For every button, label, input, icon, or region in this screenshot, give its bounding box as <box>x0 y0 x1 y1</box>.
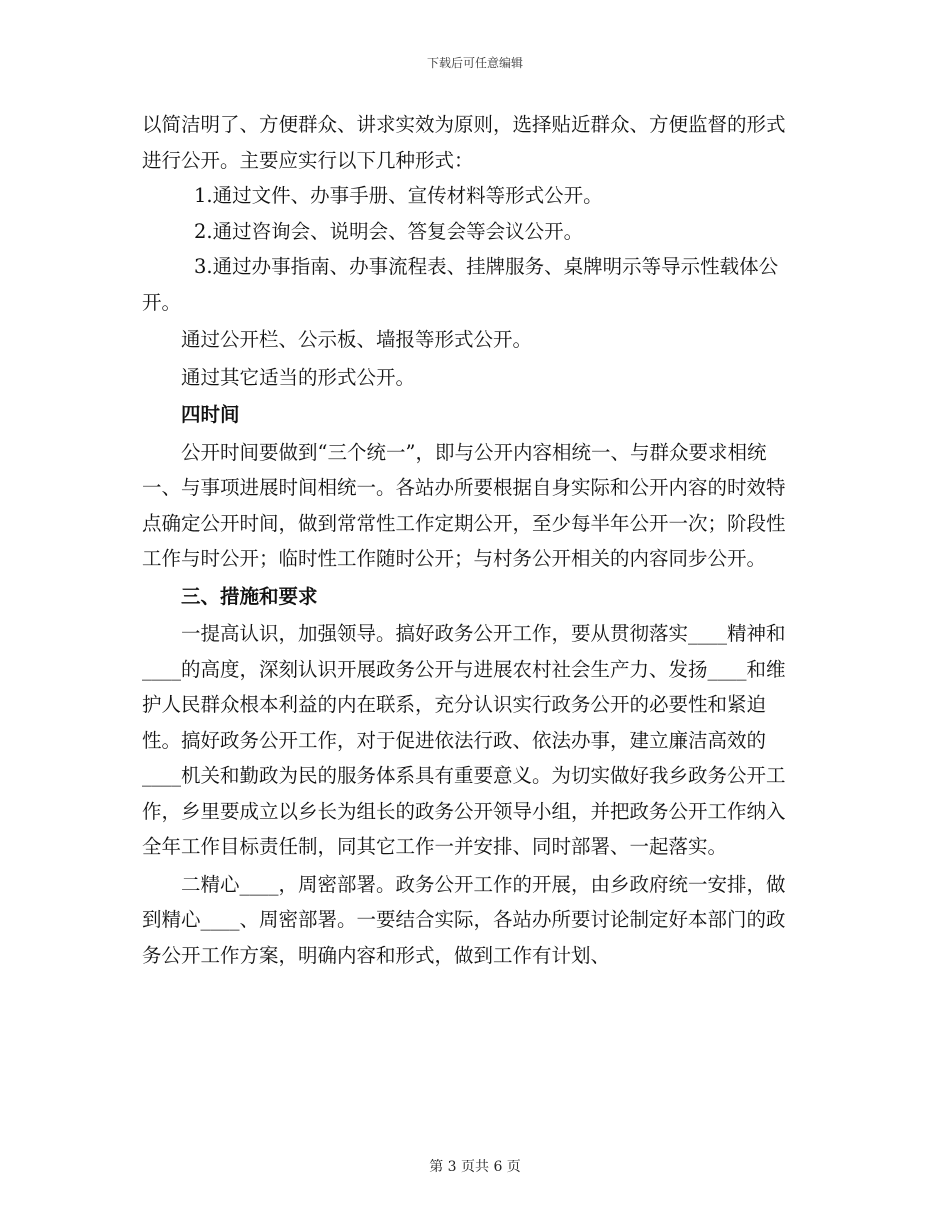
list-item-meetings: 2.通过咨询会、说明会、答复会等会议公开。 <box>194 219 584 243</box>
paragraph-bulletin: 通过公开栏、公示板、墙报等形式公开。 <box>181 328 533 351</box>
paragraph-other-forms: 通过其它适当的形式公开。 <box>181 365 416 389</box>
section-heading-measures: 三、措施和要求 <box>181 584 318 608</box>
page-header: 下载后可任意编辑 <box>426 56 523 70</box>
paragraph-principle: 以简洁明了、方便群众、讲求实效为原则，选择贴近群众、方便监督的形式进行公开。主要应实行以下几种形式： <box>142 113 786 172</box>
paragraph-time: 公开时间要做到“三个统一”，即与公开内容相统一、与群众要求相统一、与事项进展时间相统一。各站办所要根据自身实际和公开内容的时效特点确定公开时间，做到常常性工作定期公开，至少每半年公开一次；阶段性工作与时公开；临时性工作随时公开；与村务公开相关的内容同步公开。 <box>142 440 786 570</box>
paragraph-leadership: 一提高认识，加强领导。搞好政务公开工作，要从贯彻落实____精神和____的高度，深刻认识开展政务公开与进展农村社会生产力、发扬____和维护人民群众根本利益的内在联系，充分认识实行政务公开的必要性和紧迫性。搞好政务公开工作，对于促进依法行政、依法办事，建立廉洁高效的____机关和勤政为民的服务体系具有重要意义。为切实做好我乡政务公开工作，乡里要成立以乡长为组长的政务公开领导小组，并把政务公开工作纳入全年工作目标责任制，同其它工作一并安排、同时部署、一起落实。 <box>142 622 786 858</box>
list-item-guides: 3.通过办事指南、办事流程表、挂牌服务、桌牌明示等导示性载体公开。 <box>142 255 779 314</box>
list-item-documents: 1.通过文件、办事手册、宣传材料等形式公开。 <box>194 184 603 207</box>
page-footer: 第 3 页共 6 页 <box>429 1159 521 1175</box>
paragraph-deployment: 二精心____，周密部署。政务公开工作的开展，由乡政府统一安排，做到精心____、周密部署。一要结合实际，各站办所要讨论制定好本部门的政务公开工作方案，明确内容和形式，做到工作有计划、 <box>142 872 786 967</box>
section-heading-time: 四时间 <box>181 403 240 426</box>
document-body <box>142 107 802 973</box>
